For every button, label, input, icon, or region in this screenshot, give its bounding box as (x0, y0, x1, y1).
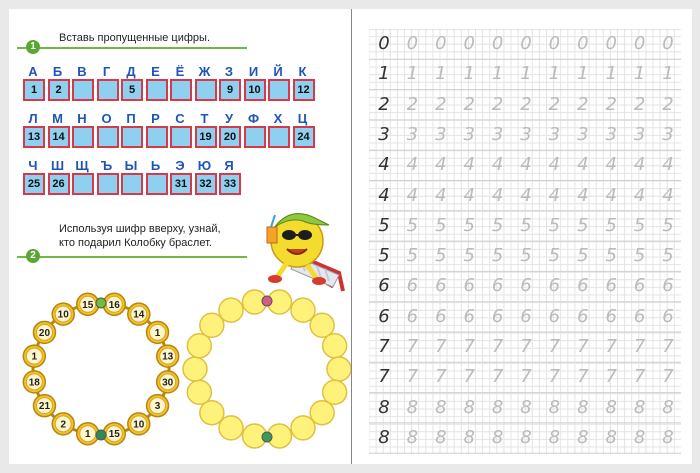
trace-digit[interactable]: 4 (463, 154, 475, 176)
model-digit: 6 (378, 305, 390, 327)
trace-digit[interactable]: 5 (633, 245, 646, 267)
trace-digit[interactable]: 6 (406, 305, 419, 327)
copybook-row (369, 94, 681, 122)
model-digit: 7 (378, 366, 390, 388)
workbook-spread (9, 9, 692, 464)
trace-digit[interactable]: 3 (435, 123, 447, 145)
trace-digit[interactable]: 4 (406, 184, 419, 206)
trace-digit[interactable]: 6 (633, 275, 646, 297)
cipher-letter: Ц (297, 111, 308, 126)
copybook-row (369, 124, 681, 152)
trace-digit[interactable]: 5 (463, 245, 475, 267)
cipher-number-box[interactable]: 13 (23, 126, 45, 148)
trace-digit[interactable]: 6 (491, 275, 504, 297)
cipher-letter: З (224, 64, 234, 79)
cipher-number-box[interactable]: 24 (293, 126, 315, 148)
trace-digit[interactable]: 5 (633, 214, 646, 236)
cipher-letter: Я (224, 158, 234, 173)
trace-digit[interactable]: 0 (491, 33, 504, 54)
trace-digit[interactable]: 6 (577, 305, 589, 327)
trace-digit[interactable]: 1 (662, 63, 674, 85)
bracelet-left-bead-number: 10 (57, 309, 69, 321)
trace-digit[interactable]: 4 (605, 184, 617, 206)
cipher-number-box[interactable]: 1 (23, 79, 45, 101)
trace-digit[interactable]: 0 (633, 33, 646, 54)
trace-digit[interactable]: 6 (463, 305, 475, 327)
cipher-letter: Г (102, 64, 111, 79)
model-digit: 4 (378, 184, 390, 206)
bracelet-right-bead[interactable] (219, 298, 243, 322)
bracelet-left-bead-number: 2 (60, 419, 67, 431)
trace-digit[interactable]: 8 (577, 396, 589, 418)
trace-digit[interactable]: 8 (463, 426, 475, 448)
bracelet-left-bead-number: 3 (154, 401, 161, 413)
trace-digit[interactable]: 7 (491, 336, 504, 357)
trace-digit[interactable]: 4 (633, 184, 646, 206)
trace-digit[interactable]: 0 (548, 33, 561, 54)
trace-digit[interactable]: 2 (520, 93, 532, 115)
cipher-letter: Щ (75, 158, 89, 173)
model-digit: 8 (378, 426, 390, 448)
copybook-row (369, 397, 681, 425)
trace-digit[interactable]: 7 (662, 366, 674, 388)
model-digit: 7 (378, 336, 390, 357)
trace-digit[interactable]: 8 (577, 426, 589, 448)
bracelet-right-bead[interactable] (323, 334, 347, 358)
cipher-letter: О (101, 111, 112, 126)
bracelet-left-bead-number: 18 (28, 377, 40, 389)
trace-digit[interactable]: 7 (435, 366, 447, 388)
trace-digit[interactable]: 8 (662, 396, 674, 418)
trace-digit[interactable]: 3 (548, 123, 561, 145)
cipher-letter: С (175, 111, 185, 126)
trace-digit[interactable]: 8 (548, 396, 561, 418)
trace-digit[interactable]: 4 (633, 154, 646, 176)
cipher-letter: Д (126, 64, 136, 79)
trace-digit[interactable]: 0 (662, 33, 674, 54)
task2-instruction-line1: Используя шифр вверху, узнай, (59, 223, 221, 235)
trace-digit[interactable]: 8 (605, 426, 617, 448)
trace-digit[interactable]: 4 (491, 154, 504, 176)
cipher-letter: Н (77, 111, 87, 126)
trace-digit[interactable]: 1 (491, 63, 504, 85)
bracelet-left-bead-number: 1 (84, 429, 91, 441)
copybook-row (369, 306, 681, 334)
trace-digit[interactable]: 6 (548, 275, 561, 297)
trace-digit[interactable]: 4 (548, 154, 561, 176)
cipher-letter: Э (175, 158, 185, 173)
trace-digit[interactable]: 5 (406, 245, 419, 267)
trace-digit[interactable]: 7 (491, 366, 504, 388)
trace-digit[interactable]: 8 (491, 426, 504, 448)
copybook-row (369, 275, 681, 303)
bracelet-right-gem-top (262, 296, 272, 306)
copybook-row (369, 245, 681, 273)
trace-digit[interactable]: 1 (548, 63, 561, 85)
trace-digit[interactable]: 0 (605, 33, 617, 54)
trace-digit[interactable]: 3 (406, 123, 419, 145)
trace-digit[interactable]: 3 (633, 123, 646, 145)
model-digit: 2 (378, 93, 390, 115)
task2-number: 2 (26, 249, 40, 263)
trace-digit[interactable]: 3 (605, 123, 617, 145)
trace-digit[interactable]: 5 (491, 214, 504, 236)
trace-digit[interactable]: 2 (406, 93, 419, 115)
trace-digit[interactable]: 2 (577, 93, 589, 115)
trace-digit[interactable]: 4 (662, 154, 674, 176)
trace-digit[interactable]: 6 (491, 305, 504, 327)
trace-digit[interactable]: 8 (633, 396, 646, 418)
cipher-letter: А (28, 64, 38, 79)
trace-digit[interactable]: 7 (548, 336, 561, 357)
trace-digit[interactable]: 5 (520, 245, 532, 267)
trace-digit[interactable]: 3 (491, 123, 504, 145)
bracelet-left-bead-number: 16 (108, 299, 120, 311)
trace-digit[interactable]: 7 (520, 336, 532, 357)
model-digit: 6 (378, 275, 390, 297)
bracelet-right-bead[interactable] (327, 357, 351, 381)
bracelet-right-bead[interactable] (291, 416, 315, 440)
trace-digit[interactable]: 7 (406, 366, 419, 388)
cipher-letter: И (248, 64, 259, 79)
trace-digit[interactable]: 7 (520, 366, 532, 388)
cipher-number-box[interactable]: 5 (121, 79, 143, 101)
trace-digit[interactable]: 4 (548, 184, 561, 206)
cipher-letter: Х (273, 111, 283, 126)
trace-digit[interactable]: 4 (662, 184, 674, 206)
trace-digit[interactable]: 6 (662, 275, 674, 297)
trace-digit[interactable]: 5 (435, 245, 447, 267)
cipher-number-box[interactable]: 19 (195, 126, 217, 148)
bracelet-left-bead-number: 1 (31, 351, 38, 363)
cipher-letter: Л (28, 111, 38, 126)
cipher-letter: Ъ (100, 158, 113, 173)
trace-digit[interactable]: 8 (520, 426, 532, 448)
trace-digit[interactable]: 8 (435, 396, 447, 418)
cipher-number-box[interactable]: 2 (48, 79, 70, 101)
trace-digit[interactable]: 0 (520, 33, 532, 54)
trace-digit[interactable]: 2 (633, 93, 646, 115)
bracelet-left-bead-number: 30 (162, 377, 174, 389)
model-digit: 5 (378, 214, 390, 236)
copybook-grid (369, 29, 681, 454)
cipher-number-box[interactable]: 14 (48, 126, 70, 148)
copybook-row (369, 154, 681, 182)
trace-digit[interactable]: 5 (605, 214, 617, 236)
trace-digit[interactable]: 6 (605, 305, 617, 327)
bracelet-left-bead-number: 1 (154, 327, 161, 339)
copybook-row (369, 427, 681, 455)
trace-digit[interactable]: 7 (662, 336, 674, 357)
trace-digit[interactable]: 6 (435, 275, 447, 297)
cipher-letter: К (298, 64, 307, 79)
cipher-letter: Ы (124, 158, 138, 173)
trace-digit[interactable]: 1 (520, 63, 532, 85)
model-digit: 8 (378, 396, 390, 418)
trace-digit[interactable]: 7 (633, 366, 646, 388)
trace-digit[interactable]: 2 (662, 93, 674, 115)
bracelet-left-string (33, 303, 169, 435)
trace-digit[interactable]: 7 (406, 336, 419, 357)
trace-digit[interactable]: 4 (463, 184, 475, 206)
bracelet-left-bead-number: 20 (38, 327, 51, 339)
trace-digit[interactable]: 7 (463, 366, 475, 388)
trace-digit[interactable]: 4 (605, 154, 617, 176)
trace-digit[interactable]: 8 (435, 426, 447, 448)
cipher-letter: В (77, 64, 87, 79)
cipher-number-box[interactable]: 25 (23, 173, 45, 195)
cipher-letter: Ь (150, 158, 161, 173)
trace-digit[interactable]: 8 (406, 426, 419, 448)
trace-digit[interactable]: 6 (605, 275, 617, 297)
bracelet-left-gem-top (96, 298, 106, 308)
trace-digit[interactable]: 8 (633, 426, 646, 448)
trace-digit[interactable]: 2 (435, 93, 447, 115)
trace-digit[interactable]: 4 (435, 184, 447, 206)
trace-digit[interactable]: 2 (548, 93, 561, 115)
trace-digit[interactable]: 6 (463, 275, 475, 297)
trace-digit[interactable]: 7 (577, 366, 589, 388)
trace-digit[interactable]: 5 (605, 245, 617, 267)
trace-digit[interactable]: 1 (605, 63, 617, 85)
model-digit: 1 (378, 63, 390, 85)
trace-digit[interactable]: 3 (463, 123, 475, 145)
trace-digit[interactable]: 8 (605, 396, 617, 418)
trace-digit[interactable]: 6 (662, 305, 674, 327)
trace-digit[interactable]: 5 (435, 214, 447, 236)
trace-digit[interactable]: 1 (577, 63, 589, 85)
trace-digit[interactable]: 5 (548, 214, 561, 236)
trace-digit[interactable]: 7 (577, 336, 589, 357)
trace-digit[interactable]: 6 (548, 305, 561, 327)
copybook-row (369, 33, 681, 61)
bracelet-right-bead[interactable] (183, 357, 207, 381)
trace-digit[interactable]: 4 (520, 184, 532, 206)
trace-digit[interactable]: 5 (520, 214, 532, 236)
cipher-letter: Р (151, 111, 160, 126)
trace-digit[interactable]: 4 (435, 154, 447, 176)
copybook-row (369, 366, 681, 394)
trace-digit[interactable]: 4 (491, 184, 504, 206)
model-digit: 0 (378, 33, 390, 54)
cipher-letter: М (52, 111, 63, 126)
trace-digit[interactable]: 8 (548, 426, 561, 448)
task1-instruction: Вставь пропущенные цифры. (59, 32, 210, 44)
trace-digit[interactable]: 4 (520, 154, 532, 176)
cipher-number-box[interactable]: 31 (170, 173, 192, 195)
trace-digit[interactable]: 1 (463, 63, 475, 85)
model-digit: 5 (378, 245, 390, 267)
cipher-letter: Е (151, 64, 160, 79)
task1-number: 1 (26, 40, 40, 54)
trace-digit[interactable]: 7 (605, 366, 617, 388)
trace-digit[interactable]: 0 (435, 33, 447, 54)
trace-digit[interactable]: 5 (406, 214, 419, 236)
trace-digit[interactable]: 7 (633, 336, 646, 357)
trace-digit[interactable]: 2 (463, 93, 475, 115)
cipher-letter: Б (52, 64, 63, 79)
trace-digit[interactable]: 1 (633, 63, 646, 85)
trace-digit[interactable]: 3 (662, 123, 674, 145)
copybook-row (369, 215, 681, 243)
trace-digit[interactable]: 8 (662, 426, 674, 448)
task2-instruction-line2: кто подарил Колобку браслет. (59, 237, 212, 249)
model-digit: 4 (378, 154, 390, 176)
cipher-letter: Й (273, 64, 283, 79)
trace-digit[interactable]: 8 (491, 396, 504, 418)
cipher-number-box[interactable]: 9 (219, 79, 241, 101)
trace-digit[interactable]: 5 (577, 214, 589, 236)
trace-digit[interactable]: 0 (463, 33, 475, 54)
cipher-number-box[interactable]: 20 (219, 126, 241, 148)
trace-digit[interactable]: 2 (491, 93, 504, 115)
trace-digit[interactable]: 1 (406, 63, 419, 85)
trace-digit[interactable]: 5 (548, 245, 561, 267)
trace-digit[interactable]: 4 (577, 154, 589, 176)
trace-digit[interactable]: 6 (520, 305, 532, 327)
cipher-number-box[interactable]: 12 (293, 79, 315, 101)
trace-digit[interactable]: 5 (662, 245, 674, 267)
bracelet-left-bead-number: 15 (108, 429, 120, 441)
trace-digit[interactable]: 5 (577, 245, 589, 267)
bracelet-left-bead-number: 21 (38, 401, 51, 413)
cipher-letter: У (224, 111, 234, 126)
trace-digit[interactable]: 8 (463, 396, 475, 418)
trace-digit[interactable]: 4 (406, 154, 419, 176)
trace-digit[interactable]: 7 (435, 336, 447, 357)
trace-digit[interactable]: 6 (435, 305, 447, 327)
trace-digit[interactable]: 6 (633, 305, 646, 327)
bracelet-left-gem-bottom (96, 430, 106, 440)
trace-digit[interactable]: 7 (548, 366, 561, 388)
copybook-row (369, 185, 681, 213)
bracelet-left-bead-number: 10 (133, 419, 145, 431)
trace-digit[interactable]: 4 (577, 184, 589, 206)
cipher-number-box[interactable]: 10 (244, 79, 266, 101)
cipher-letter: Ч (28, 158, 38, 173)
cipher-letter: Ш (50, 158, 65, 173)
trace-digit[interactable]: 5 (662, 214, 674, 236)
cipher-letter: Ю (197, 158, 212, 173)
cipher-number-box[interactable]: 33 (219, 173, 241, 195)
trace-digit[interactable]: 7 (463, 336, 475, 357)
bracelet-left-bead-number: 14 (133, 309, 145, 321)
cipher-letter: Ф (247, 111, 260, 126)
cipher-number-box[interactable]: 32 (195, 173, 217, 195)
cipher-letter: Ё (175, 64, 185, 79)
cipher-letter: Т (200, 111, 209, 126)
model-digit: 3 (378, 123, 390, 145)
bracelet-right-gem-bottom (262, 432, 272, 442)
trace-digit[interactable]: 7 (605, 336, 617, 357)
page-spine (351, 9, 352, 464)
trace-digit[interactable]: 1 (435, 63, 447, 85)
trace-digit[interactable]: 6 (577, 275, 589, 297)
trace-digit[interactable]: 2 (605, 93, 617, 115)
trace-digit[interactable]: 3 (520, 123, 532, 145)
copybook-row (369, 336, 681, 364)
copybook-row (369, 63, 681, 91)
trace-digit[interactable]: 8 (520, 396, 532, 418)
trace-digit[interactable]: 0 (577, 33, 589, 54)
trace-digit[interactable]: 5 (463, 214, 475, 236)
cipher-number-box[interactable]: 26 (48, 173, 70, 195)
trace-digit[interactable]: 6 (406, 275, 419, 297)
trace-digit[interactable]: 5 (491, 245, 504, 267)
cipher-letter: Ж (198, 64, 211, 79)
bracelet-left-bead-number: 13 (162, 351, 174, 363)
bracelet-right-bead[interactable] (187, 380, 211, 404)
trace-digit[interactable]: 3 (577, 123, 589, 145)
bracelet-left-bead-number: 15 (82, 299, 94, 311)
cipher-letter: П (126, 111, 136, 126)
trace-digit[interactable]: 6 (520, 275, 532, 297)
trace-digit[interactable]: 0 (406, 33, 419, 54)
trace-digit[interactable]: 8 (406, 396, 419, 418)
